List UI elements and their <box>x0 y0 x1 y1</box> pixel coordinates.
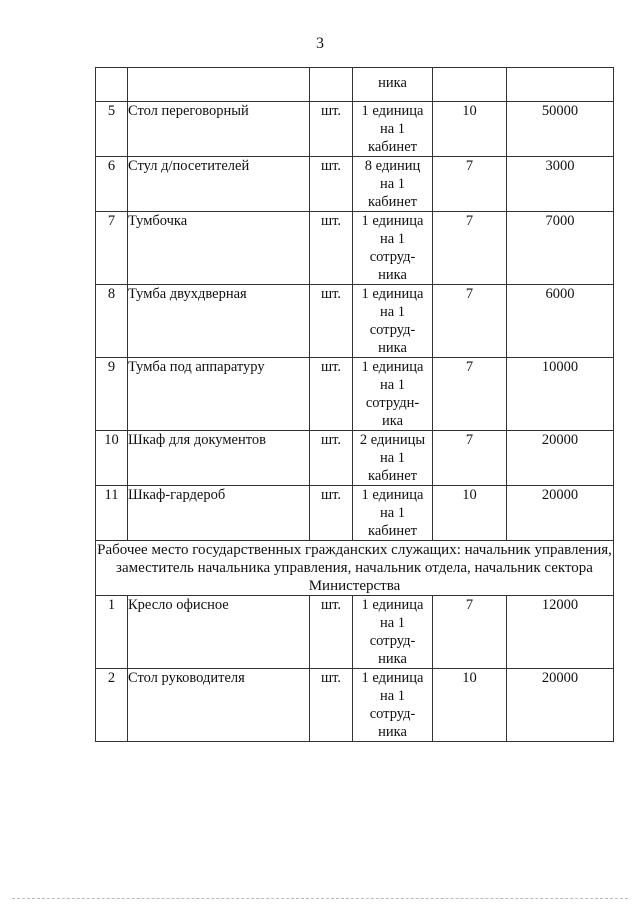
cell-price: 7000 <box>507 212 614 285</box>
norm-line: 1 единица <box>361 487 424 503</box>
cell-unit: шт. <box>310 212 353 285</box>
norm-line: на 1 <box>379 505 406 521</box>
cell-unit: шт. <box>310 102 353 157</box>
norm-line: кабинет <box>368 194 417 210</box>
cell-term: 10 <box>433 102 507 157</box>
cell-price: 12000 <box>507 596 614 669</box>
cell-name: Тумба двухдверная <box>128 285 310 358</box>
norm-line: ника <box>378 75 407 91</box>
table-row <box>96 157 614 212</box>
page-number: 3 <box>316 35 324 52</box>
norm-line: на 1 <box>379 304 406 320</box>
cell-term: 7 <box>433 285 507 358</box>
cell-norm <box>353 358 433 431</box>
cell-term <box>433 68 507 102</box>
table-row <box>96 431 614 486</box>
furniture-norms-table <box>95 67 614 742</box>
section-header-row <box>96 541 614 596</box>
cell-norm <box>353 68 433 102</box>
cell-num: 10 <box>96 431 128 486</box>
cell-name: Стол руководителя <box>128 669 310 742</box>
table-row <box>96 669 614 742</box>
norm-line: на 1 <box>379 615 406 631</box>
cell-term: 7 <box>433 596 507 669</box>
cell-price: 20000 <box>507 431 614 486</box>
cell-unit: шт. <box>310 157 353 212</box>
table-row <box>96 486 614 541</box>
cell-num <box>96 68 128 102</box>
norm-line: на 1 <box>379 377 406 393</box>
norm-line: кабинет <box>368 468 417 484</box>
cell-num: 1 <box>96 596 128 669</box>
norm-line: сотруд- <box>369 633 416 649</box>
cell-num: 9 <box>96 358 128 431</box>
table-row <box>96 596 614 669</box>
cell-num: 11 <box>96 486 128 541</box>
cell-name: Тумба под аппаратуру <box>128 358 310 431</box>
cell-price: 3000 <box>507 157 614 212</box>
norm-line: 1 единица <box>361 597 424 613</box>
cell-name: Шкаф для документов <box>128 431 310 486</box>
cell-num: 5 <box>96 102 128 157</box>
norm-line: 2 единицы <box>359 432 426 448</box>
norm-line: 1 единица <box>361 359 424 375</box>
norm-line: ника <box>378 724 407 740</box>
cell-term: 10 <box>433 486 507 541</box>
cell-norm <box>353 212 433 285</box>
cell-price: 50000 <box>507 102 614 157</box>
norm-line: 1 единица <box>361 670 424 686</box>
cell-num: 6 <box>96 157 128 212</box>
scan-edge-line <box>12 898 628 899</box>
norm-line: сотруд- <box>369 249 416 265</box>
norm-line: на 1 <box>379 450 406 466</box>
cell-unit: шт. <box>310 486 353 541</box>
cell-name <box>128 68 310 102</box>
cell-norm <box>353 157 433 212</box>
table-row <box>96 102 614 157</box>
norm-line: кабинет <box>368 523 417 539</box>
norm-line: ника <box>378 651 407 667</box>
norm-line: кабинет <box>368 139 417 155</box>
cell-unit: шт. <box>310 596 353 669</box>
cell-norm <box>353 431 433 486</box>
cell-term: 10 <box>433 669 507 742</box>
cell-name: Стол переговорный <box>128 102 310 157</box>
cell-price: 20000 <box>507 669 614 742</box>
cell-norm <box>353 285 433 358</box>
continuation-row <box>96 68 614 102</box>
norm-line: сотрудн- <box>365 395 420 411</box>
cell-term: 7 <box>433 212 507 285</box>
norm-line: ника <box>378 340 407 356</box>
cell-price: 6000 <box>507 285 614 358</box>
cell-price <box>507 68 614 102</box>
norm-line: 8 единиц <box>364 158 421 174</box>
cell-name: Шкаф-гардероб <box>128 486 310 541</box>
norm-line: 1 единица <box>361 103 424 119</box>
cell-num: 2 <box>96 669 128 742</box>
section-header: Рабочее место государственных гражданских служащих: начальник управления, заместитель начальника управления, начальник отдела, начальник сектора Министерства <box>97 542 612 594</box>
cell-unit: шт. <box>310 285 353 358</box>
cell-num: 8 <box>96 285 128 358</box>
cell-unit: шт. <box>310 669 353 742</box>
norm-line: сотруд- <box>369 322 416 338</box>
norm-line: сотруд- <box>369 706 416 722</box>
cell-name: Стул д/посетителей <box>128 157 310 212</box>
cell-unit: шт. <box>310 431 353 486</box>
cell-norm <box>353 596 433 669</box>
cell-norm <box>353 669 433 742</box>
cell-term: 7 <box>433 157 507 212</box>
cell-unit <box>310 68 353 102</box>
cell-term: 7 <box>433 431 507 486</box>
cell-unit: шт. <box>310 358 353 431</box>
norm-line: на 1 <box>379 176 406 192</box>
norm-line: на 1 <box>379 231 406 247</box>
table-row <box>96 212 614 285</box>
cell-num: 7 <box>96 212 128 285</box>
table-row <box>96 285 614 358</box>
cell-norm <box>353 102 433 157</box>
norm-line: ника <box>378 267 407 283</box>
cell-price: 20000 <box>507 486 614 541</box>
table-row <box>96 358 614 431</box>
cell-name: Кресло офисное <box>128 596 310 669</box>
norm-line: 1 единица <box>361 213 424 229</box>
cell-name: Тумбочка <box>128 212 310 285</box>
norm-line: на 1 <box>379 121 406 137</box>
cell-norm <box>353 486 433 541</box>
cell-price: 10000 <box>507 358 614 431</box>
norm-line: 1 единица <box>361 286 424 302</box>
norm-line: ика <box>381 413 404 429</box>
cell-term: 7 <box>433 358 507 431</box>
norm-line: на 1 <box>379 688 406 704</box>
